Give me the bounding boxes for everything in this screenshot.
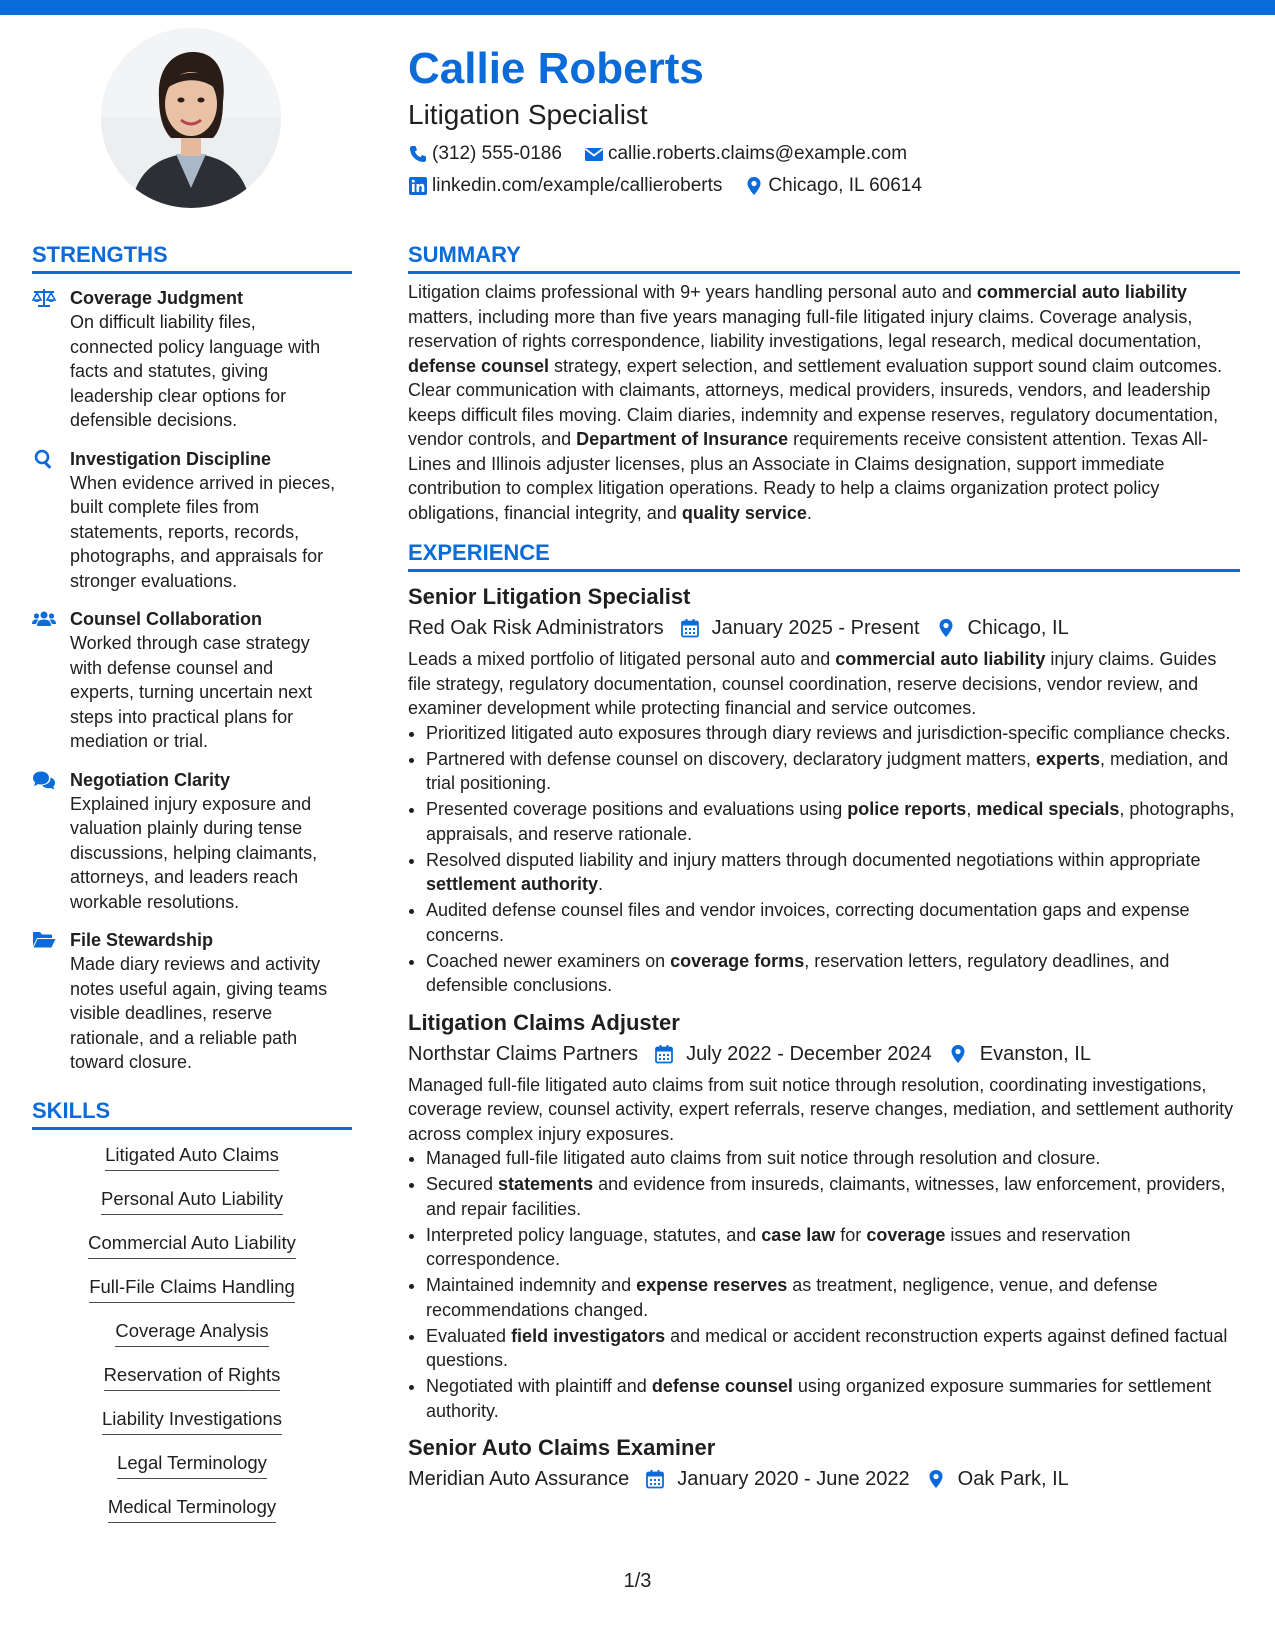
bold-keyword: Department of Insurance: [576, 429, 789, 449]
skill-item: Coverage Analysis: [115, 1318, 268, 1347]
profile-portrait-image: [101, 28, 281, 208]
text-segment: matters, including more than five years managing full-file litigated injury claims. Coverage analysis, reservation of rights correspondence, liability investigations, legal research, medical documentation,: [408, 306, 1202, 351]
text-segment: Maintained indemnity and: [426, 1275, 637, 1295]
skill-item: Reservation of Rights: [104, 1362, 281, 1391]
job-dates: [645, 1463, 909, 1495]
strength-description: Worked through case strategy with defense counsel and experts, turning uncertain next steps into practical plans for mediation or trial.: [70, 633, 313, 751]
summary-text: [408, 280, 1240, 525]
bold-keyword: experts: [1035, 748, 1101, 769]
job-achievements: [408, 1146, 1240, 1423]
text-segment: , mediation, and trial positioning.: [426, 748, 1229, 793]
achievement-item: [426, 721, 1240, 746]
scale-icon: [32, 286, 58, 310]
experience-heading: EXPERIENCE: [408, 539, 1240, 572]
skill-item: Litigated Auto Claims: [105, 1142, 279, 1171]
left-column: [32, 241, 352, 1538]
text-segment: strategy, expert selection, and settlement evaluation support sound claim outcomes. Clear communication with claimants, attorneys, medical providers, insureds, vendors, and leadership keeps difficult files moving. Claim diaries, indemnity and expense reserves, regulatory documentation, vendor controls, and: [408, 355, 1223, 449]
skill-item: Full-File Claims Handling: [89, 1274, 295, 1303]
achievement-item: [426, 1146, 1240, 1171]
search-icon: [32, 447, 58, 471]
bold-keyword: commercial auto liability: [835, 649, 1046, 669]
skill-item: Liability Investigations: [102, 1406, 282, 1435]
right-column: [408, 241, 1240, 1495]
summary-heading: SUMMARY: [408, 241, 1240, 274]
location-text: Oak Park, IL: [957, 1468, 1069, 1490]
email-contact: [584, 143, 907, 165]
bold-keyword: field investigators: [511, 1325, 666, 1346]
strength-item: [32, 768, 352, 915]
bold-keyword: expense reserves: [636, 1275, 788, 1295]
strengths-list: [32, 286, 352, 1075]
strength-title: Investigation Discipline: [70, 448, 272, 469]
job-meta: [408, 1463, 1240, 1495]
achievement-item: [426, 797, 1240, 846]
skill-item: Medical Terminology: [108, 1494, 276, 1523]
text-segment: Audited defense counsel files and vendor invoices, correcting documentation gaps and expense concerns.: [426, 900, 1190, 945]
achievement-item: [426, 898, 1240, 947]
job-title: Senior Auto Claims Examiner: [408, 1435, 716, 1460]
job-entry: [408, 582, 1240, 998]
users-icon: [32, 607, 58, 631]
text-segment: issues and reservation correspondence.: [426, 1224, 1131, 1269]
profile-photo: [101, 28, 281, 208]
skill-item: Personal Auto Liability: [101, 1186, 283, 1215]
text-segment: Evaluated: [426, 1325, 512, 1346]
achievement-item: [426, 848, 1240, 897]
contact-info: [408, 138, 1228, 202]
phone-icon: [408, 144, 428, 164]
contact-row: [408, 170, 1228, 202]
date-range: January 2025 - Present: [711, 617, 920, 639]
achievement-item: [426, 1374, 1240, 1423]
calendar-icon: [645, 1469, 677, 1489]
job-title: Litigation Claims Adjuster: [408, 1009, 680, 1035]
linkedin-icon: [408, 176, 428, 196]
chat-icon: [32, 768, 58, 792]
strength-body: [70, 928, 342, 1075]
strength-description: Explained injury exposure and valuation plainly during tense discussions, helping claimants, attorneys, and leaders reach workable resolutions.: [70, 793, 318, 912]
skills-heading: SKILLS: [32, 1097, 352, 1130]
bold-keyword: commercial auto liability: [976, 282, 1187, 302]
date-range: July 2022 - December 2024: [686, 1042, 932, 1065]
text-segment: Resolved disputed liability and injury matters through documented negotiations within appropriate: [426, 849, 1201, 870]
folder-icon: [32, 928, 58, 952]
text-segment: ,: [966, 799, 977, 819]
text-segment: as treatment, negligence, venue, and defense recommendations changed.: [426, 1275, 1158, 1320]
text-segment: Presented coverage positions and evaluations using: [426, 799, 848, 819]
achievement-item: [426, 1273, 1240, 1322]
text-segment: using organized exposure summaries for settlement authority.: [426, 1376, 1212, 1421]
job-entry: [408, 1433, 1240, 1495]
company-name: Northstar Claims Partners: [408, 1042, 639, 1065]
strength-description: When evidence arrived in pieces, built complete files from statements, reports, records, photographs, and appraisals for stronger evaluations.: [70, 472, 336, 591]
achievement-item: [426, 1223, 1240, 1272]
text-segment: Secured: [426, 1174, 499, 1194]
map-pin-icon: [936, 618, 968, 638]
achievement-item: [426, 949, 1240, 998]
map-pin-icon: [744, 176, 764, 196]
skill-item: Legal Terminology: [117, 1450, 267, 1479]
job-location: [948, 1038, 1091, 1070]
strength-body: [70, 607, 342, 754]
job-description: [408, 1073, 1240, 1147]
map-pin-icon: [926, 1469, 958, 1489]
job-dates: [680, 612, 920, 644]
strength-description: Made diary reviews and activity notes useful again, giving teams visible deadlines, reserve rationale, and a reliable path toward closure.: [70, 954, 328, 1072]
achievement-item: [426, 747, 1240, 796]
text-segment: Prioritized litigated auto exposures through diary reviews and jurisdiction-specific compliance checks.: [426, 722, 1231, 743]
date-range: January 2020 - June 2022: [677, 1468, 910, 1490]
email-address[interactable]: callie.roberts.claims@example.com: [607, 143, 908, 164]
top-accent-bar: [0, 0, 1275, 15]
text-segment: , reservation letters, regulatory deadlines, and defensible conclusions.: [426, 950, 1170, 995]
bold-keyword: quality service: [681, 502, 807, 523]
envelope-icon: [584, 144, 604, 164]
strength-title: Counsel Collaboration: [70, 609, 263, 629]
text-segment: .: [598, 874, 604, 894]
company-name: Red Oak Risk Administrators: [408, 617, 664, 639]
strength-item: [32, 447, 352, 594]
text-segment: and medical or accident reconstruction experts against defined factual questions.: [426, 1325, 1228, 1370]
job-description: [408, 647, 1240, 721]
text-segment: for: [835, 1224, 867, 1245]
strength-item: [32, 928, 352, 1075]
candidate-name: Callie Roberts: [408, 44, 704, 93]
experience-list: [408, 582, 1240, 1495]
strength-item: [32, 607, 352, 754]
bold-keyword: settlement authority: [426, 874, 599, 894]
strength-title: Coverage Judgment: [70, 288, 244, 308]
phone-number[interactable]: (312) 555-0186: [432, 143, 562, 164]
bold-keyword: coverage: [866, 1224, 946, 1245]
bold-keyword: medical specials: [976, 799, 1120, 819]
linkedin-url[interactable]: linkedin.com/example/callieroberts: [432, 175, 723, 196]
calendar-icon: [680, 618, 712, 638]
strength-body: [70, 286, 342, 433]
map-pin-icon: [948, 1044, 980, 1064]
job-title: Senior Litigation Specialist: [408, 584, 691, 609]
company-name: Meridian Auto Assurance: [408, 1468, 630, 1490]
bold-keyword: police reports: [847, 799, 967, 819]
text-segment: Leads a mixed portfolio of litigated personal auto and: [408, 649, 836, 669]
text-segment: Litigation claims professional with 9+ years handling personal auto and: [408, 282, 977, 302]
page-number: 1/3: [623, 1570, 652, 1592]
text-segment: Interpreted policy language, statutes, and: [426, 1224, 762, 1245]
text-segment: Managed full-file litigated auto claims from suit notice through resolution and closure.: [426, 1148, 1101, 1168]
location-text: Chicago, IL 60614: [768, 175, 922, 196]
candidate-title: Litigation Specialist: [408, 99, 648, 130]
resume-header: [408, 40, 1228, 202]
location-text: Evanston, IL: [979, 1042, 1091, 1065]
job-location: [936, 612, 1069, 644]
strengths-heading: STRENGTHS: [32, 241, 352, 274]
text-segment: requirements receive consistent attention. Texas All-Lines and Illinois adjuster licenses, plus an Associate in Claims designation, support immediate contribution to complex litigation operations. Ready to help a claims organization protect policy obligations, financial integrity, and: [408, 429, 1209, 523]
bold-keyword: statements: [498, 1174, 594, 1194]
job-meta: [408, 612, 1240, 644]
contact-row: [408, 138, 1228, 170]
job-location: [926, 1463, 1069, 1495]
text-segment: .: [806, 502, 812, 523]
skill-item: Commercial Auto Liability: [88, 1230, 296, 1259]
strength-description: On difficult liability files, connected policy language with facts and statutes, giving leadership clear options for defensible decisions.: [70, 312, 321, 430]
strength-title: File Stewardship: [70, 930, 214, 950]
strength-item: [32, 286, 352, 433]
bold-keyword: coverage forms: [670, 950, 805, 971]
strength-body: [70, 768, 342, 915]
bold-keyword: case law: [761, 1224, 836, 1245]
linkedin-contact: [408, 175, 722, 197]
text-segment: Partnered with defense counsel on discovery, declaratory judgment matters,: [426, 748, 1036, 769]
location-contact: [744, 175, 922, 197]
job-meta: [408, 1038, 1240, 1070]
job-dates: [654, 1038, 932, 1070]
bold-keyword: defense counsel: [408, 355, 550, 376]
achievement-item: [426, 1172, 1240, 1221]
text-segment: injury claims. Guides file strategy, regulatory documentation, counsel coordination, reserve decisions, vendor review, and examiner development while protecting financial and service outcomes.: [408, 649, 1217, 718]
location-text: Chicago, IL: [967, 617, 1069, 639]
strength-title: Negotiation Clarity: [70, 769, 231, 790]
achievement-item: [426, 1324, 1240, 1373]
calendar-icon: [654, 1044, 686, 1064]
job-achievements: [408, 721, 1240, 998]
text-segment: Coached newer examiners on: [426, 950, 671, 971]
strength-body: [70, 447, 342, 594]
text-segment: Negotiated with plaintiff and: [426, 1376, 652, 1396]
bold-keyword: defense counsel: [651, 1376, 793, 1396]
text-segment: Managed full-file litigated auto claims from suit notice through resolution, coordinating investigations, coverage review, counsel activity, expert referrals, reserve changes, mediation, and settlement authority across complex injury exposures.: [408, 1074, 1234, 1144]
job-entry: [408, 1008, 1240, 1424]
skills-list: [32, 1142, 352, 1538]
text-segment: , photographs, appraisals, and reserve rationale.: [426, 799, 1235, 844]
phone-contact: [408, 143, 562, 165]
text-segment: and evidence from insureds, claimants, witnesses, law enforcement, providers, and repair facilities.: [426, 1174, 1226, 1219]
